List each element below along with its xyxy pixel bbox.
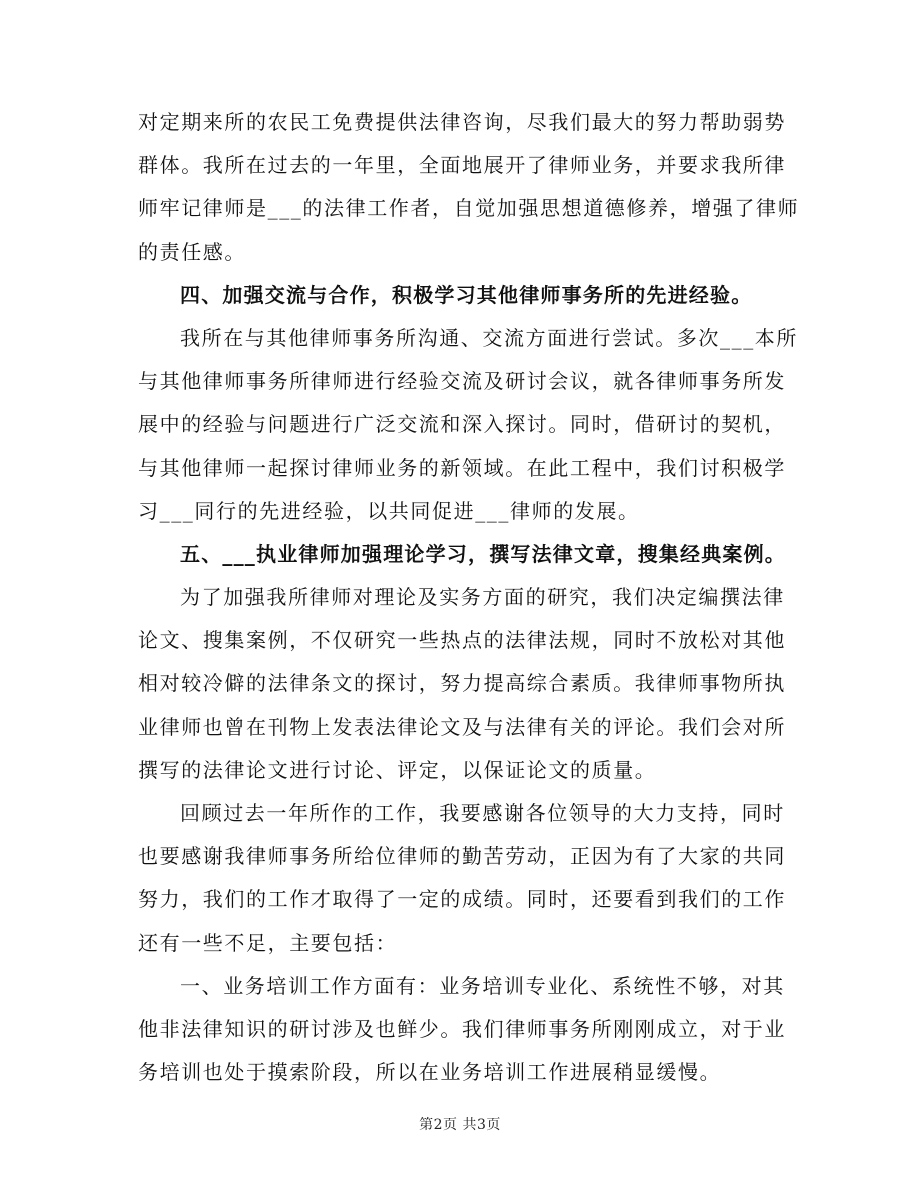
paragraph-line: 一、业务培训工作方面有：业务培训专业化、系统性不够，对其 [180, 973, 785, 998]
section-heading-4: 四、加强交流与合作，积极学习其他律师事务所的先进经验。 [180, 282, 753, 307]
paragraph-line: 还有一些不足，主要包括： [138, 930, 398, 955]
paragraph-line: 群体。我所在过去的一年里，全面地展开了律师业务，并要求我所律 [138, 153, 786, 178]
paragraph-line: 的责任感。 [138, 239, 246, 264]
paragraph-line: 展中的经验与问题进行广泛交流和深入探讨。同时，借研讨的契机， [138, 412, 786, 437]
paragraph-line: 师牢记律师是___的法律工作者，自觉加强思想道德修养，增强了律师 [138, 196, 800, 221]
section-heading-5: 五、___执业律师加强理论学习，撰写法律文章，搜集经典案例。 [180, 541, 786, 566]
paragraph-line: 回顾过去一年所作的工作，我要感谢各位领导的大力支持，同时 [180, 801, 785, 825]
paragraph-line: 与其他律师事务所律师进行经验交流及研讨会议，就各律师事务所发 [138, 369, 786, 394]
paragraph-line: 他非法律知识的研讨涉及也鲜少。我们律师事务所刚刚成立，对于业 [138, 1016, 786, 1041]
paragraph-line: 与其他律师一起探讨律师业务的新领域。在此工程中，我们讨积极学 [138, 455, 786, 480]
paragraph-line: 论文、搜集案例，不仅研究一些热点的法律法规，同时不放松对其他 [138, 628, 786, 653]
document-body [138, 101, 800, 1094]
paragraph-line: 也要感谢我律师事务所给位律师的勤苦劳动，正因为有了大家的共同 [138, 844, 786, 869]
paragraph-line: 对定期来所的农民工免费提供法律咨询，尽我们最大的努力帮助弱势 [138, 110, 786, 134]
paragraph-line: 务培训也处于摸索阶段，所以在业务培训工作进展稍显缓慢。 [138, 1060, 722, 1085]
paragraph-line: 撰写的法律论文进行讨论、评定，以保证论文的质量。 [138, 757, 657, 782]
paragraph-line: 习___同行的先进经验，以共同促进___律师的发展。 [138, 498, 640, 523]
paragraph-line: 努力，我们的工作才取得了一定的成绩。同时，还要看到我们的工作 [138, 887, 786, 912]
paragraph-line: 相对较冷僻的法律条文的探讨，努力提高综合素质。我律师事物所执 [138, 671, 786, 696]
page-number-footer: 第2页 共3页 [419, 1117, 501, 1133]
paragraph-line: 业律师也曾在刊物上发表法律论文及与法律有关的评论。我们会对所 [138, 714, 786, 739]
paragraph-line: 我所在与其他律师事务所沟通、交流方面进行尝试。多次___本所 [180, 325, 798, 350]
paragraph-line: 为了加强我所律师对理论及实务方面的研究，我们决定编撰法律 [180, 585, 785, 610]
